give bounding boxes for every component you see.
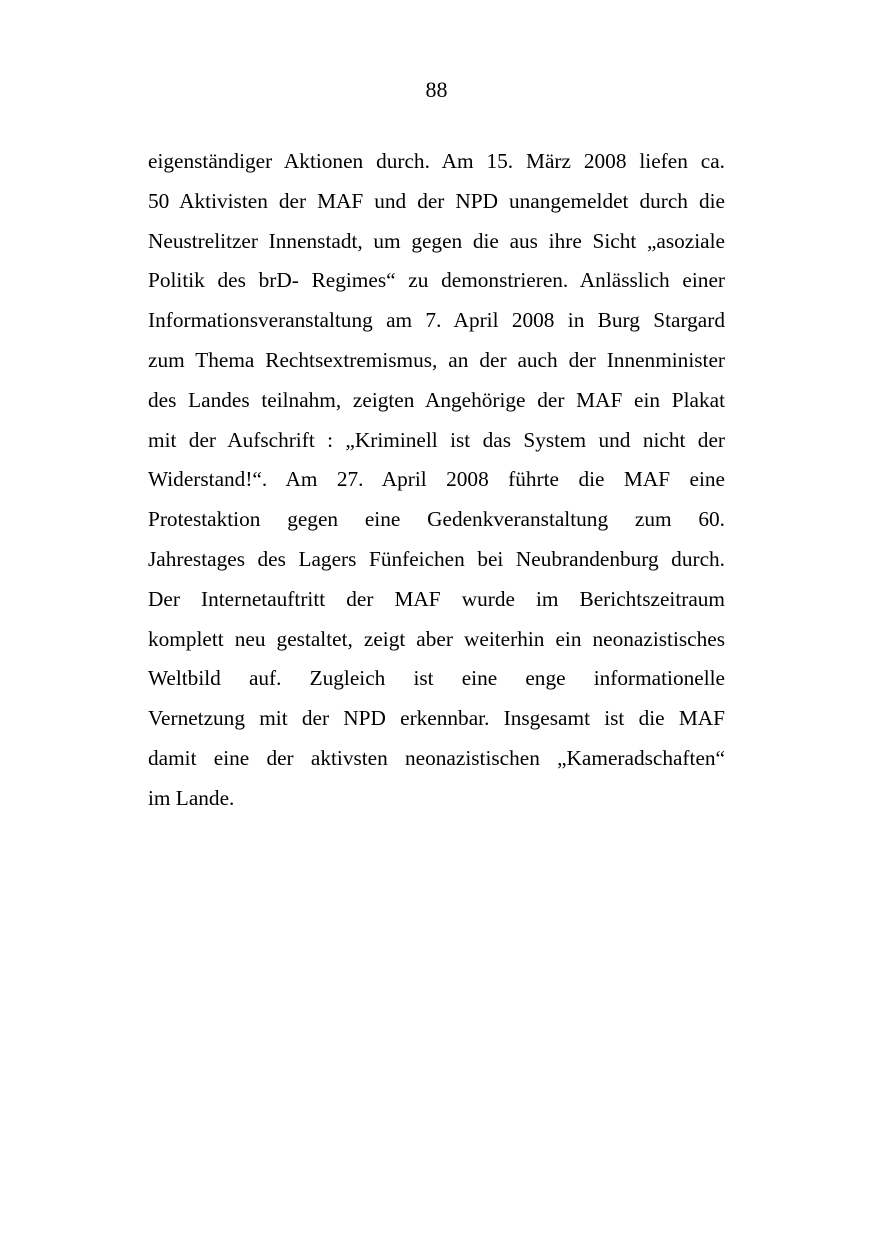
text-line: Jahrestages des Lagers Fünfeichen bei Neubrandenburg durch. (148, 546, 725, 571)
body-paragraph (148, 142, 725, 819)
text-line: Weltbild auf. Zugleich ist eine enge informationelle (148, 666, 725, 691)
text-line: Der Internetauftritt der MAF wurde im Berichtszeitraum (148, 586, 725, 611)
text-line: im Lande. (148, 785, 235, 810)
text-line: 50 Aktivisten der MAF und der NPD unangemeldet durch die (148, 188, 725, 213)
text-line: Neustrelitzer Innenstadt, um gegen die aus ihre Sicht „asoziale (148, 228, 725, 253)
page-number: 88 (425, 77, 448, 102)
text-line: Vernetzung mit der NPD erkennbar. Insgesamt ist die MAF (148, 706, 725, 731)
text-line: komplett neu gestaltet, zeigt aber weiterhin ein neonazistisches (148, 626, 725, 651)
text-line: Informationsveranstaltung am 7. April 2008 in Burg Stargard (148, 308, 725, 333)
text-line: zum Thema Rechtsextremismus, an der auch der Innenminister (148, 347, 725, 372)
text-line: des Landes teilnahm, zeigten Angehörige der MAF ein Plakat (148, 387, 725, 412)
text-line: Protestaktion gegen eine Gedenkveranstaltung zum 60. (148, 507, 725, 532)
text-line: Widerstand!“. Am 27. April 2008 führte die MAF eine (148, 467, 725, 492)
text-line: mit der Aufschrift : „Kriminell ist das System und nicht der (148, 427, 725, 452)
text-line: Politik des brD- Regimes“ zu demonstrieren. Anlässlich einer (148, 268, 725, 293)
text-line: eigenständiger Aktionen durch. Am 15. März 2008 liefen ca. (148, 149, 725, 173)
text-line: damit eine der aktivsten neonazistischen „Kameradschaften“ (148, 745, 725, 770)
